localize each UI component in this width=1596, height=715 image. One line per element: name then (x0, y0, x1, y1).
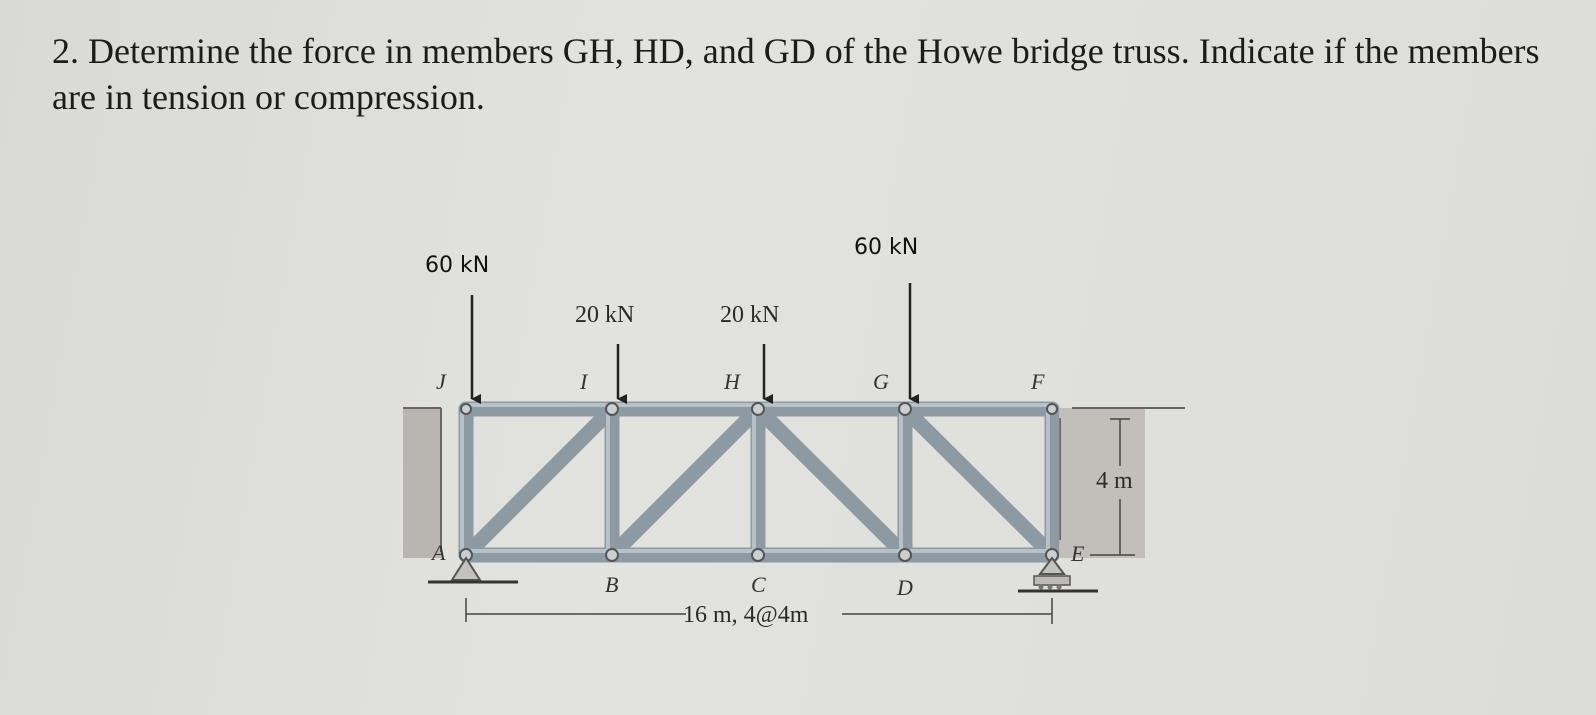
joint-label-D: D (897, 575, 913, 600)
joint-label-I: I (580, 369, 588, 394)
span-dimension-label: 16 m, 4@4m (683, 602, 809, 628)
member-AI (470, 413, 608, 551)
pin-H (752, 403, 764, 415)
joint-label-G: G (873, 369, 889, 394)
truss-members (466, 409, 1052, 555)
joint-label-H: H (724, 369, 740, 394)
joint-label-C: C (751, 572, 766, 597)
member-GE (909, 413, 1048, 551)
member-BH (616, 413, 754, 551)
joint-label-E: E (1071, 541, 1085, 566)
joint-label-F: F (1031, 369, 1045, 394)
pin-F (1047, 404, 1057, 414)
pin-B (606, 549, 618, 561)
member-HD (762, 413, 901, 551)
load-label-H: 20 kN (720, 302, 780, 328)
roller-support-E (1018, 558, 1098, 591)
load-label-J: 60 kN (425, 253, 490, 278)
load-label-I: 20 kN (575, 302, 635, 328)
joint-label-B: B (605, 572, 619, 597)
load-label-G: 60 kN (854, 235, 919, 260)
pin-C (752, 549, 764, 561)
pin-I (606, 403, 618, 415)
joint-label-J: J (436, 369, 446, 394)
problem-statement: 2. Determine the force in members GH, HD, and GD of the Howe bridge truss. Indicate if the members are in tension or compression. (52, 31, 1540, 117)
joint-label-A: A (432, 540, 446, 565)
height-dimension-label: 4 m (1096, 468, 1133, 494)
pin-G (899, 403, 911, 415)
pin-J (461, 404, 471, 414)
left-wall (403, 408, 441, 558)
pin-D (899, 549, 911, 561)
